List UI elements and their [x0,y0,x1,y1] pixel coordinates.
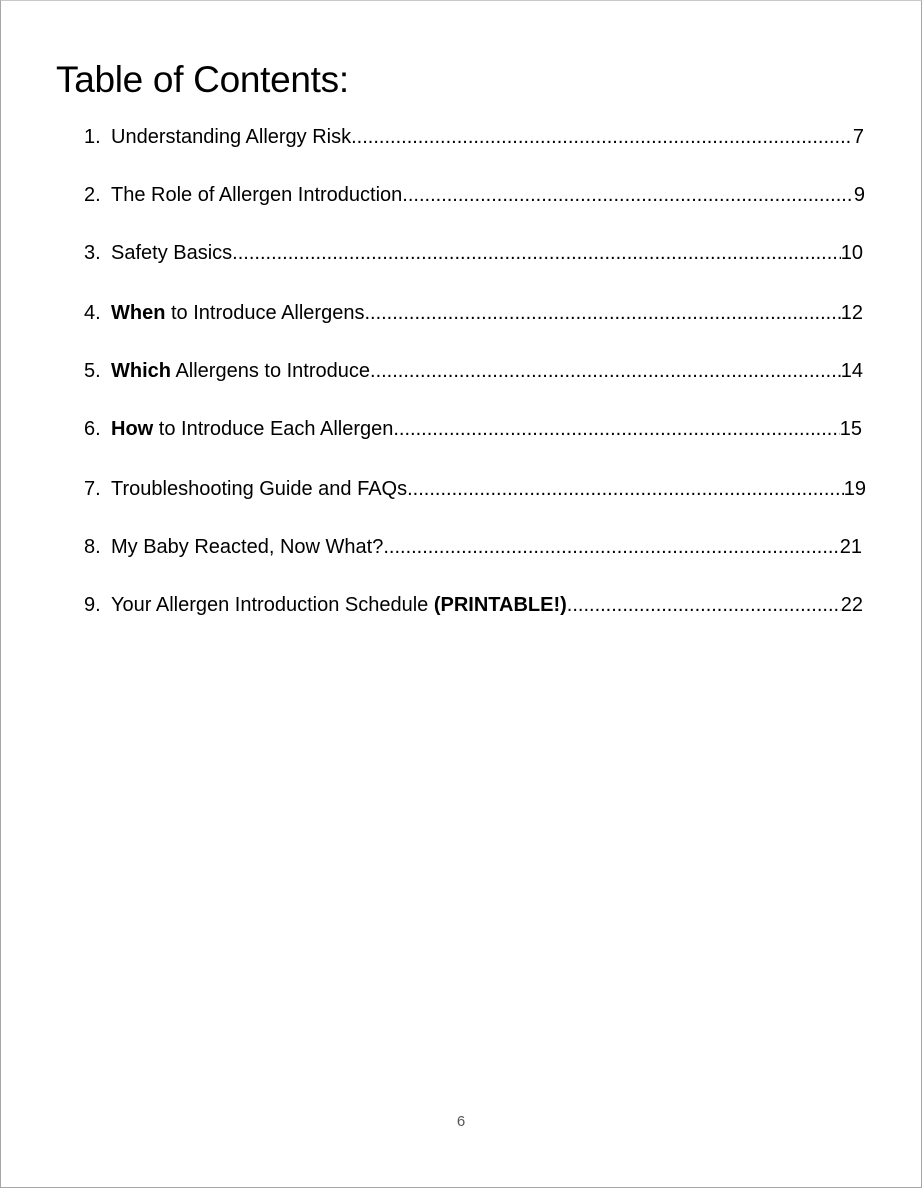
toc-leader-dots [383,534,839,560]
toc-entry[interactable] [84,300,863,326]
toc-entry[interactable] [84,416,862,442]
toc-entry-page: 19 [843,478,866,500]
toc-entry[interactable] [84,358,863,384]
toc-entry-page: 22 [840,594,863,616]
toc-leader-dots [407,476,844,502]
toc-entry[interactable] [84,240,863,266]
toc-entry-page: 15 [839,418,862,440]
toc-entry-label: How to Introduce Each Allergen [111,418,394,440]
toc-leader-dots [370,358,841,384]
toc-leader-dots [364,300,840,326]
toc-entry[interactable] [84,534,862,560]
toc-entry-number: 5. [84,360,101,382]
toc-entry-label: When to Introduce Allergens [111,302,365,324]
toc-entry-page: 21 [839,536,862,558]
toc-entry-label: Troubleshooting Guide and FAQs [111,478,408,500]
toc-title: Table of Contents: [56,59,349,100]
page-number: 6 [456,1113,466,1130]
toc-leader-dots [393,416,839,442]
toc-leader-dots [351,124,853,150]
toc-entry-number: 8. [84,536,101,558]
toc-entry[interactable] [84,182,865,208]
toc-entry-label: Which Allergens to Introduce [111,360,371,382]
toc-entry-label: The Role of Allergen Introduction [111,184,403,206]
toc-entry-label: Your Allergen Introduction Schedule (PRINTABLE!) [111,594,567,616]
toc-entry-number: 4. [84,302,101,324]
toc-entry-label: Understanding Allergy Risk [111,126,352,148]
toc-entry-number: 7. [84,478,101,500]
toc-entry-label: My Baby Reacted, Now What? [111,536,384,558]
toc-entry-page: 7 [852,126,864,148]
toc-entry-page: 10 [840,242,863,264]
toc-entry-number: 2. [84,184,101,206]
toc-leader-dots [567,592,841,618]
toc-entry-label: Safety Basics [111,242,233,264]
toc-entry-number: 6. [84,418,101,440]
toc-entry-page: 12 [840,302,863,324]
toc-leader-dots [402,182,854,208]
toc-entry[interactable] [84,476,866,502]
toc-leader-dots [232,240,841,266]
toc-entry-number: 3. [84,242,101,264]
toc-entry[interactable] [84,124,864,150]
toc-entry-page: 9 [853,184,865,206]
toc-entry-page: 14 [840,360,863,382]
toc-entry-number: 1. [84,126,101,148]
toc-entry-number: 9. [84,594,101,616]
toc-entry[interactable] [84,592,863,618]
